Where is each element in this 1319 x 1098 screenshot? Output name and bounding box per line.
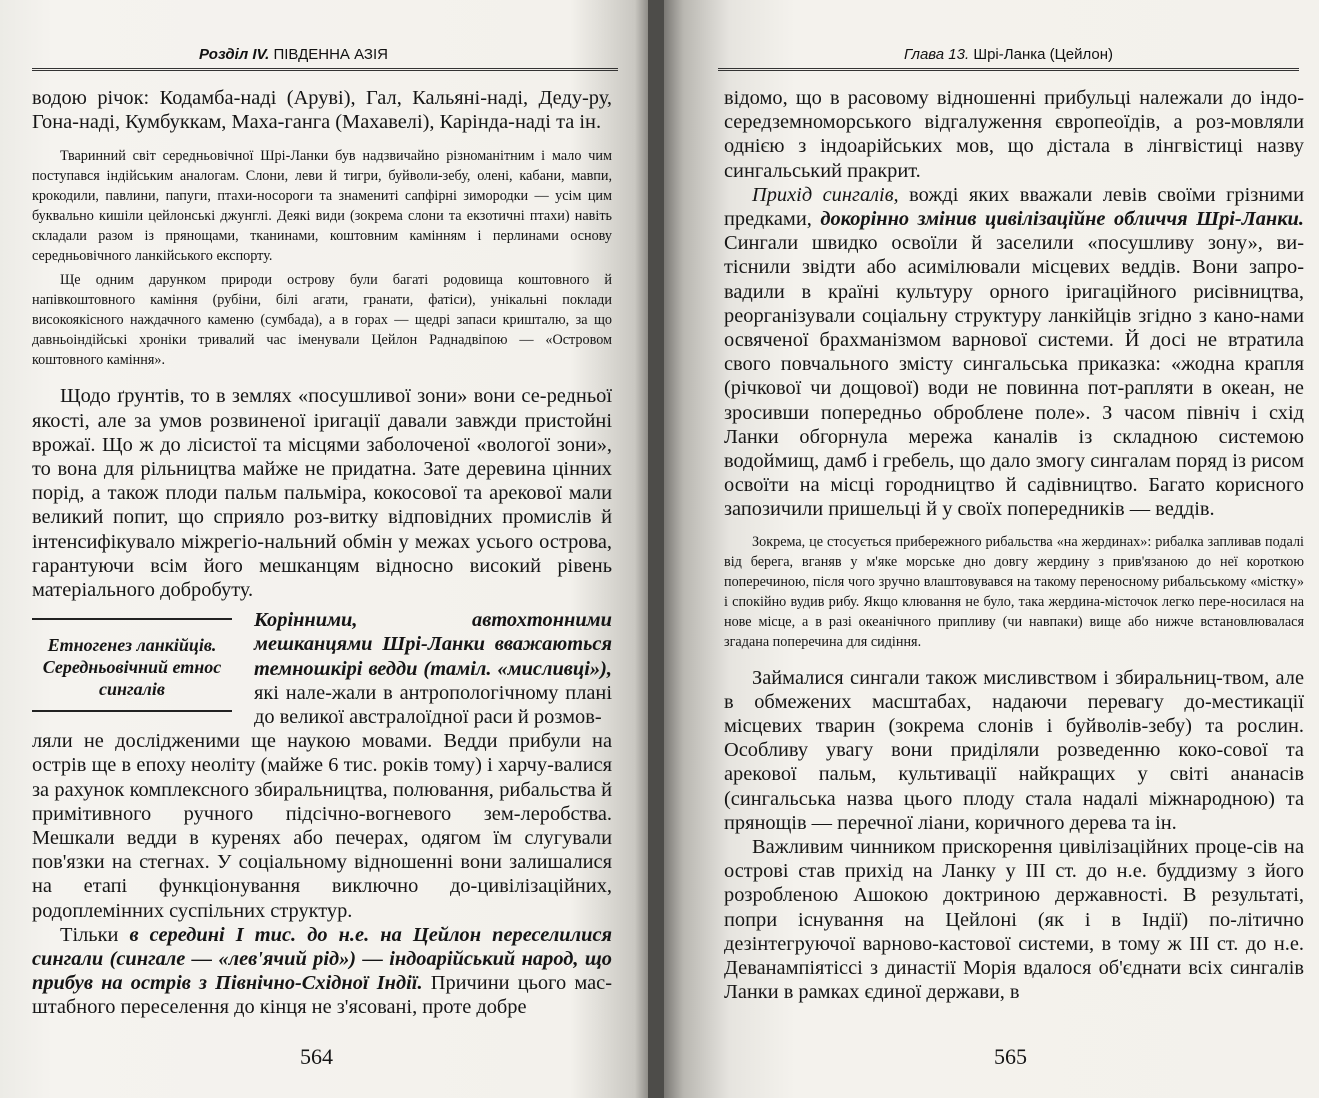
note-fauna: Тваринний світ середньовічної Шрі-Ланки був надзвичайно різноманітним і мало чим поступався індійським аналогам. Слони, леви й тигри, буйволи-зебу, олені, кабани, мавпи, крокодили, павлини, папуги, птахи-носороги та знамениті сапфірні зимородки — усім цим буквально кишіли цейлонські джунглі. Деякі види (зокрема слони та екзотичні птахи) навіть складали разом із прянощами, тканинами, коштовним камінням і перлинами основу середньовічного ланкійського експорту. (32, 148, 612, 265)
sidebar-section (32, 608, 612, 729)
note-fishing: Зокрема, це стосується прибережного рибальства «на жердинах»: рибалка запливав подалі від берега, вганяв у м'яке морське дно довгу жердину з прив'язаною до неї короткою поперечиною, після чого зручно влаштовувався на такому переносному рибальському «містку» і спокійно вудив рибу. Якщо клювання не було, така жердина-місточок легко пере-носилася на нове місце, а в разі океанічного припливу (чи навпаки) вище або нижче встановлювалася згадана поперечина для сидіння. (724, 533, 1304, 650)
page-number-left: 564 (300, 1044, 333, 1069)
sinhala-italic: в середині I тис. до н.е. на Цейлон переселилися сингали (сингале — «лев'ячий рід») — індоарійський народ, що прибув на острів з Північно-Східної Індії. (32, 923, 612, 995)
paragraph-veddas: ляли не дослідженими ще наукою мовами. Ведди прибули на острів ще в епоху неоліту (майже 6 тис. років тому) і харчу-валися за рахунок комплексного збиральництва, полювання, рибальства й примітивного ручного підсічно-вогневого зем-леробства. Мешкали ведди в куренях або печерах, одягом їм слугували пов'язки на стегнах. У соціальному відношенні вони залишалися на етапі функціонування виключно до-цивілізаційних, родоплемінних суспільних структур. (32, 730, 612, 922)
page-number-right: 565 (994, 1044, 1027, 1069)
right-page (664, 0, 1319, 1098)
paragraph-veddas-intro (254, 608, 612, 729)
left-header-chapter-label: Розділ IV. (198, 46, 270, 63)
paragraph-hunting: Займалися сингали також мисливством і збиральниц-твом, але в обмежених масштабах, надаючи перевагу до-местикації місцевих тварин (зокрема слонів і буйволів-зебу) та рослин. Особливу увагу вони приділяли розведенню коко-сової та арекової пальм, культивації найкращих у світі ананасів (сингальська назва цього плоду стала надалі міжнародною) та прянощів — перечної ліани, коричного дерева та ін. (724, 666, 1304, 834)
right-text-column (724, 86, 1304, 1005)
veddas-intro-rest: які нале-жали в антропологічному плані до великої австралоїдної раси й розмов- (254, 681, 612, 729)
book-gutter (648, 0, 664, 1098)
left-header-chapter-title: ПІВДЕННА АЗІЯ (273, 46, 388, 63)
paragraph-arrival (724, 183, 1304, 522)
arrival-rest: Сингали швидко освоїли й заселили «посушливу зону», ви-тіснили звідти або асимілювали місцевих веддів. Вони запро-вадили в країні культуру орного іригаційного рисівництва, реорганізували соціальну структуру ланкійців згідно з кано-нами освяченої брахманізмом варнової системи. Й досі не втратила свого повчального змісту сингальська приказка: «жодна крапля (річкової чи дощової) води не повинна пот-рапляти в океан, не зросивши попередньо оброблене поле». З часом північ і схід Ланки обгорнула мережа каналів із складною системою водоймищ, дамб і гребель, що дало змогу сингалам поряд із рисом освоїти на місці городництво й садівництво. Багато корисного запозичили пришельці й у своїх попередників — веддів. (724, 232, 1304, 521)
paragraph-soils: Щодо ґрунтів, то в землях «посушливої зони» вони се-редньої якості, але за умов розвиненої іригації давали завжди пристойні врожаї. Що ж до лісистої та місцями заболоченої «вологої зони», то вона для рільництва майже не придатна. Зате деревина цінних порід, а також плоди пальм пальміра, кокосової та арекової мали великий попит, що сприяло роз-витку відповідних промислів й інтенсифікувало міжрегіо-нальний обмін у межах усього острова, гарантуючи всім його мешканцям відносно високий рівень матеріального добробуту. (32, 385, 612, 602)
sinhala-rest: Причини цього мас-штабного переселення до кінця не з'ясовані, проте добре (32, 972, 612, 1019)
left-text-column (32, 86, 612, 1020)
arrival-mid: вожді яких вважали левів своїми грізними предками, (724, 183, 1304, 231)
right-header-chapter-label: Глава 13. (904, 46, 970, 63)
note-gems: Ще одним дарунком природи острову були багаті родовища коштовного й напівкоштовного каміння (рубіни, білі агати, гранати, фатіси), унікальні поклади високоякісного наждачного каменю (сумбада), а в горах — щедрі запаси кришталю, за що давньоіндійські хроніки тривалий час іменували Цейлон Раднадвіпою — «Островом коштовного каміння». (32, 272, 612, 369)
left-page (0, 0, 648, 1098)
arrival-italic: докорінно змінив цивілізаційне обличчя Шрі-Ланки. (820, 208, 1304, 231)
paragraph-race: відомо, що в расовому відношенні прибульці належали до індо-середземноморського відгалуження європеоїдів, а роз-мовляли однією з індоарійських мов, що дістала в лінгвістиці назву сингальський пракрит. (724, 87, 1304, 182)
paragraph-sinhala-arrival (32, 923, 612, 1020)
left-running-header (32, 46, 618, 71)
right-header-chapter-title: Шрі-Ланка (Цейлон) (973, 46, 1113, 63)
right-running-header (718, 46, 1299, 71)
paragraph-buddhism: Важливим чинником прискорення цивілізаційних проце-сів на острові став прихід на Ланку у III ст. до н.е. буддизму з його розробленою Ашокою доктриною державності. В результаті, попри існування на Цейлоні (як і в Індії) по-літично дезінтегруючої варново-кастової системи, в тому ж III ст. до н.е. Деванампіятіссі з династії Морія вдалося об'єднати всіх сингалів Ланки в рамках єдиної держави, в (724, 836, 1304, 1004)
veddas-intro-italic: Корінними, автохтонними мешканцями Шрі-Ланки вважаються темношкірі ведди (таміл. «мисливці»), (254, 609, 612, 680)
section-heading-ethnogenesis: Етногенез ланкійців. Середньовічний етнос сингалів (32, 618, 232, 712)
paragraph-rivers: водою річок: Кодамба-наді (Аруві), Гал, Кальяні-наді, Деду-ру, Гона-наді, Кумбуккам, Маха-ганга (Махавелі), Карінда-наді та ін. (32, 87, 612, 134)
sinhala-lead: Тільки (60, 923, 130, 946)
arrival-lead: Прихід сингалів, (752, 183, 899, 206)
